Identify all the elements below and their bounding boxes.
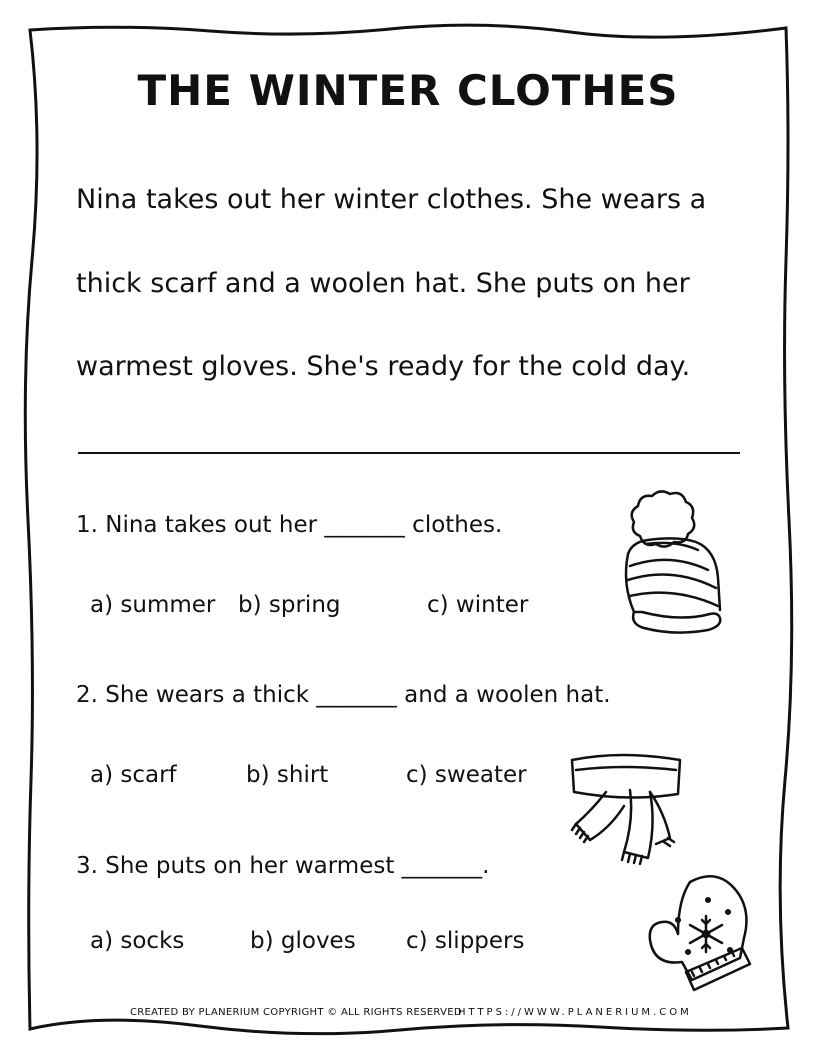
question-3: 3. She puts on her warmest _______. [76, 853, 490, 879]
story-line: Nina takes out her winter clothes. She wears a [76, 184, 707, 215]
scarf-icon [566, 748, 690, 866]
story-line: warmest gloves. She's ready for the cold day. [76, 351, 691, 382]
mitten-icon [648, 872, 752, 992]
option-1a[interactable]: a) summer [90, 592, 216, 618]
question-1: 1. Nina takes out her _______ clothes. [76, 512, 503, 538]
footer-credit: CREATED BY PLANERIUM COPYRIGHT © ALL RIGHTS RESERVED [130, 1007, 462, 1018]
option-3a[interactable]: a) socks [90, 928, 185, 954]
footer-url[interactable]: HTTPS://WWW.PLANERIUM.COM [458, 1007, 692, 1018]
question-2: 2. She wears a thick _______ and a woolen hat. [76, 682, 611, 708]
option-2a[interactable]: a) scarf [90, 762, 177, 788]
option-2b[interactable]: b) shirt [246, 762, 329, 788]
story-line: thick scarf and a woolen hat. She puts on her [76, 268, 690, 299]
option-1c[interactable]: c) winter [427, 592, 529, 618]
worksheet-title: THE WINTER CLOTHES [137, 66, 679, 115]
winter-hat-icon [606, 492, 726, 640]
option-1b[interactable]: b) spring [238, 592, 341, 618]
option-3b[interactable]: b) gloves [250, 928, 356, 954]
option-2c[interactable]: c) sweater [406, 762, 527, 788]
divider-line [78, 452, 740, 454]
option-3c[interactable]: c) slippers [406, 928, 525, 954]
